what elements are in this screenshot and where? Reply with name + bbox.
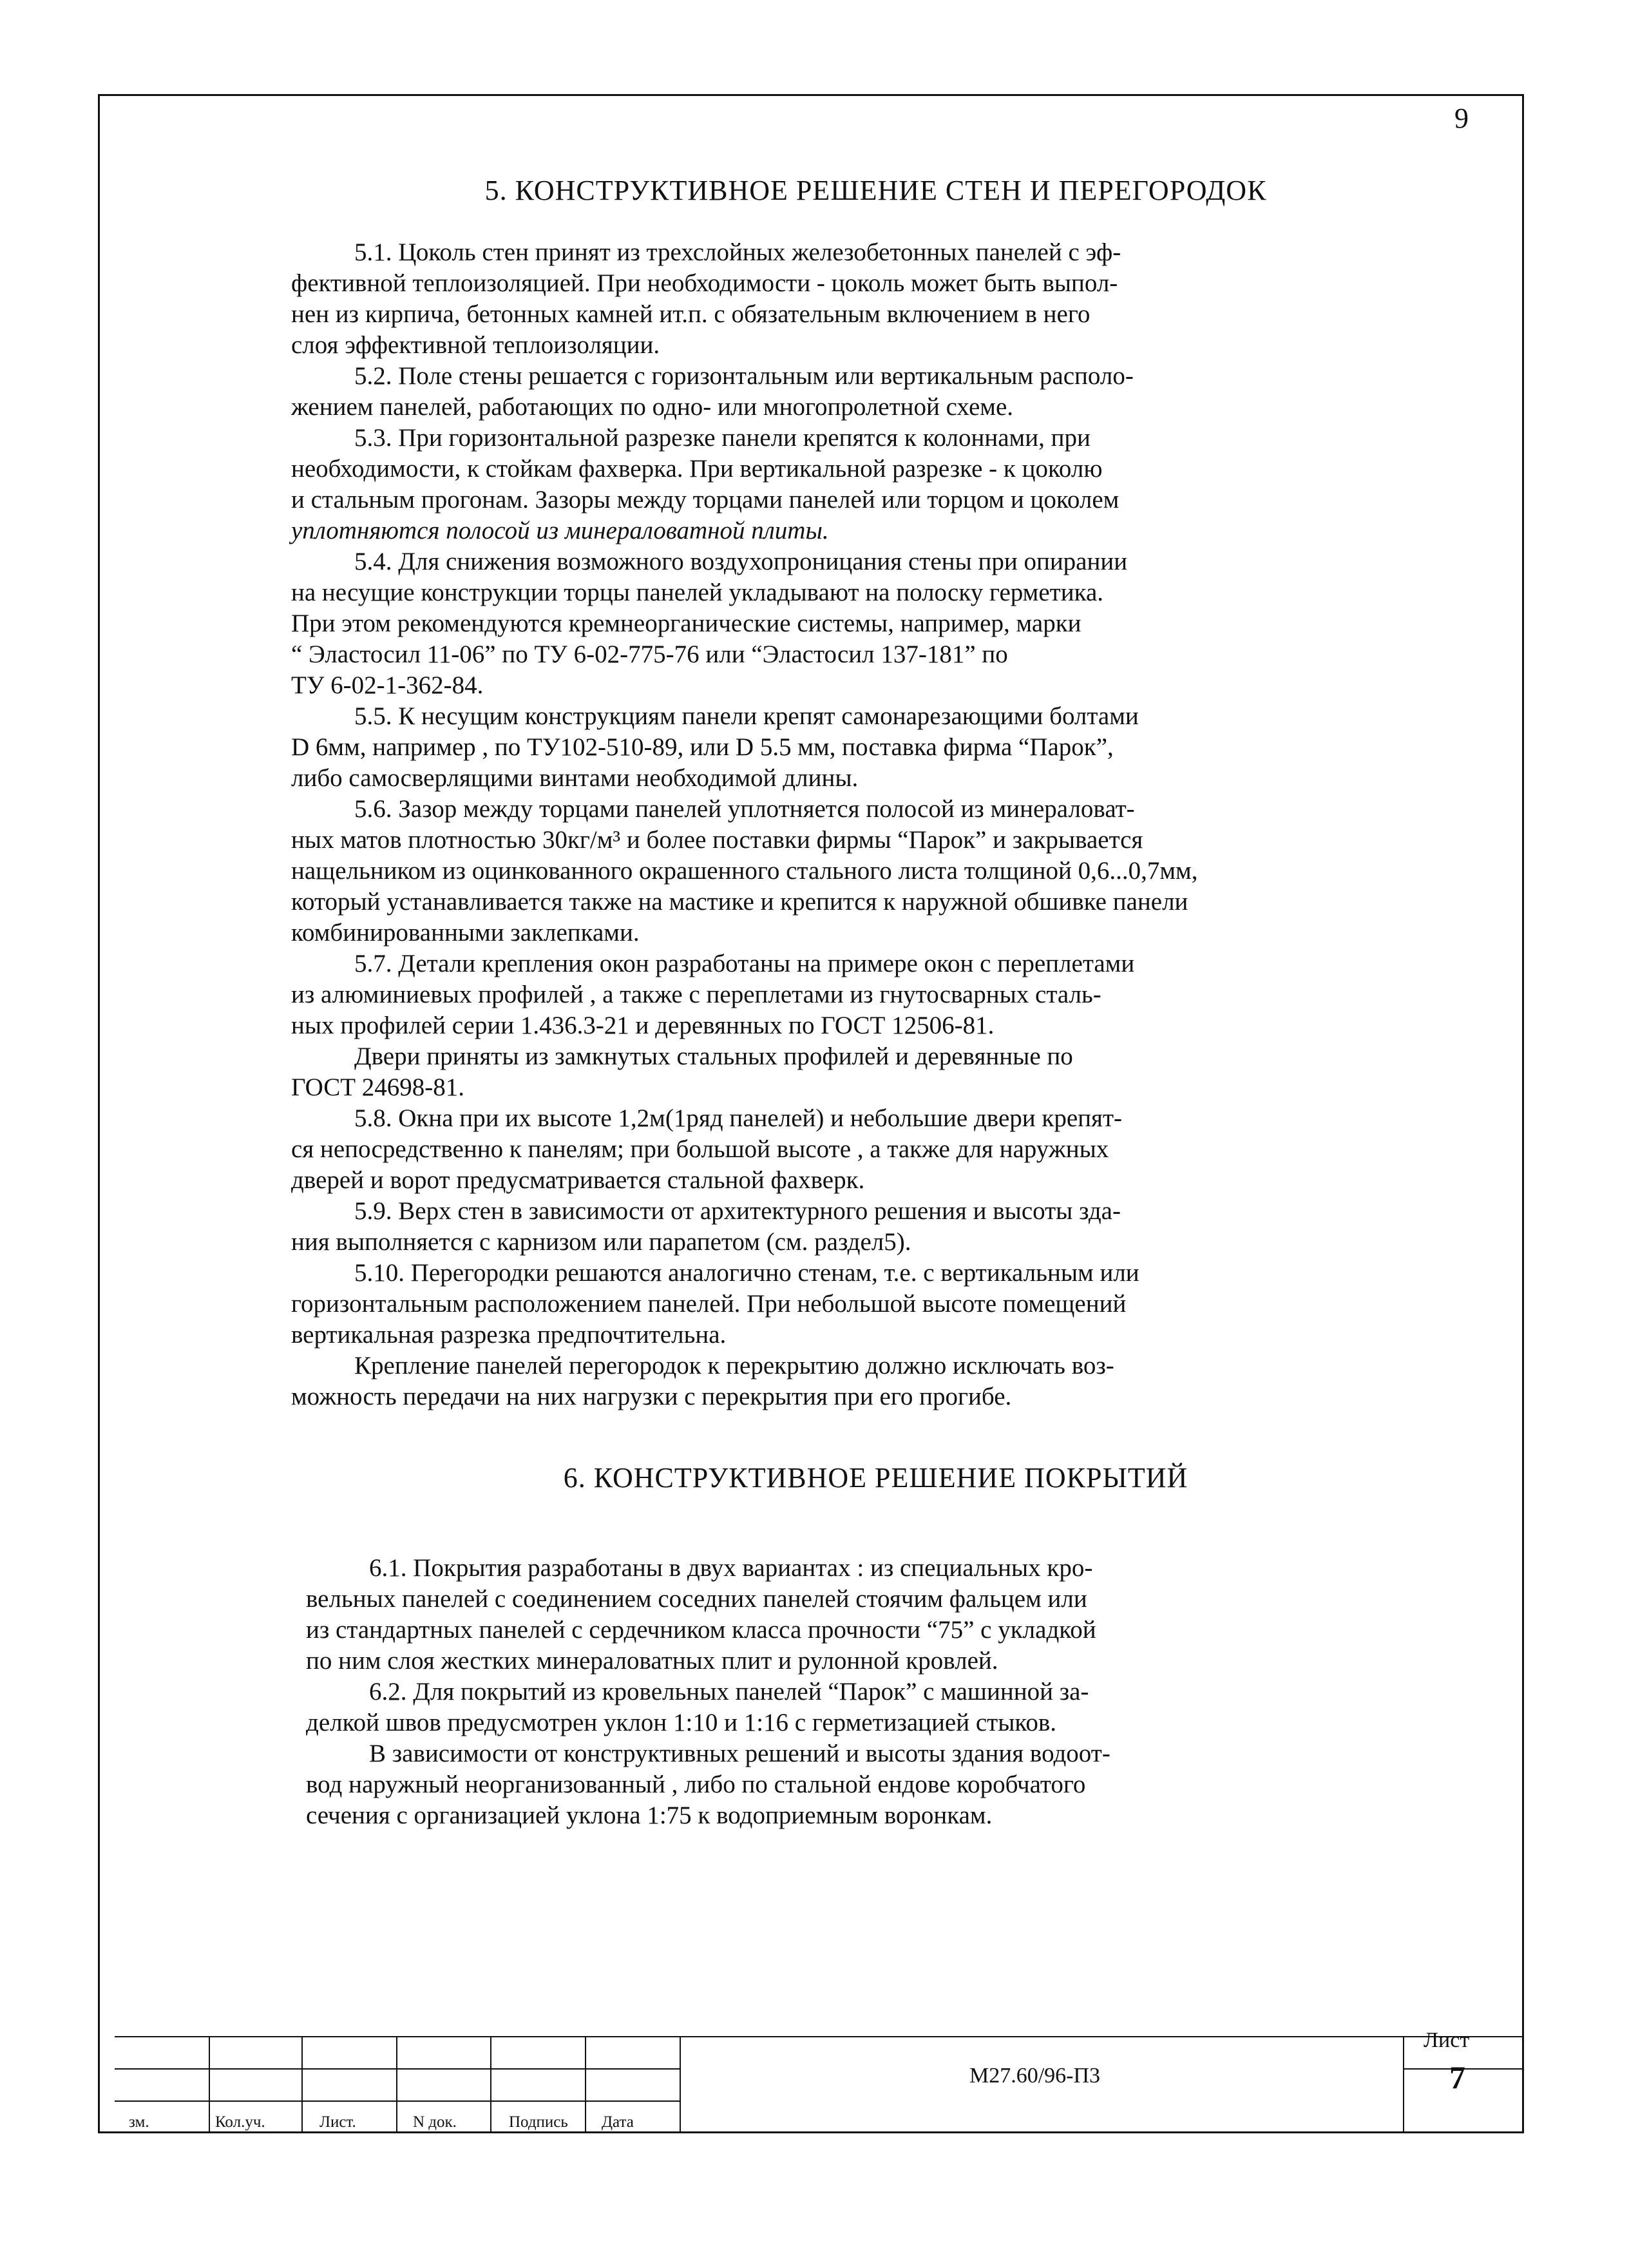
text-line: дверей и ворот предусматривается стальной фахверк.: [291, 1166, 865, 1194]
sheet-number: 7: [1449, 2059, 1465, 2095]
text-line: Крепление панелей перегородок к перекрытию должно исключать воз-: [354, 1352, 1114, 1379]
text-line: нен из кирпича, бетонных камней ит.п. с обязательным включением в него: [291, 300, 1091, 328]
text-line: можность передачи на них нагрузки с перекрытия при его прогибе.: [291, 1383, 1012, 1410]
section-6-title: 6. КОНСТРУКТИВНОЕ РЕШЕНИЕ ПОКРЫТИЙ: [563, 1462, 1188, 1494]
label-data: Дата: [602, 2113, 634, 2131]
text-line: вельных панелей с соединением соседних панелей стоячим фальцем или: [306, 1585, 1087, 1613]
text-line: необходимости, к стойкам фахверка. При вертикальной разрезке - к цоколю: [291, 455, 1103, 483]
title-block-rule: [209, 2036, 210, 2133]
text-line: который устанавливается также на мастике и крепится к наружной обшивке панели: [291, 888, 1188, 916]
text-line: горизонтальным расположением панелей. При небольшой высоте помещений: [291, 1290, 1127, 1318]
text-line: вод наружный неорганизованный , либо по стальной ендове коробчатого: [306, 1771, 1086, 1798]
title-block-rule: [1403, 2036, 1404, 2133]
text-line: 6.2. Для покрытий из кровельных панелей “Парок” с машинной за-: [369, 1678, 1089, 1706]
text-line: слоя эффективной теплоизоляции.: [291, 331, 660, 359]
text-line: по ним слоя жестких минераловатных плит и рулонной кровлей.: [306, 1647, 998, 1675]
title-block-rule: [115, 2036, 1524, 2037]
text-line: Двери приняты из замкнутых стальных профилей и деревянные по: [354, 1043, 1073, 1070]
text-line: 5.2. Поле стены решается с горизонтальным или вертикальным располо-: [354, 362, 1134, 390]
text-line: 5.10. Перегородки решаются аналогично стенам, т.е. с вертикальным или: [354, 1259, 1139, 1287]
text-line: сечения с организацией уклона 1:75 к водоприемным воронкам.: [306, 1802, 993, 1829]
label-kol-uch: Кол.уч.: [215, 2113, 265, 2131]
text-line: либо самосверлящими винтами необходимой длины.: [291, 764, 859, 792]
title-block-rule: [585, 2036, 586, 2133]
text-line: ся непосредственно к панелям; при большой высоте , а также для наружных: [291, 1135, 1109, 1163]
text-line: 5.3. При горизонтальной разрезке панели крепятся к колоннами, при: [354, 424, 1091, 452]
label-podpis: Подпись: [509, 2113, 568, 2131]
text-line: [291, 515, 1451, 546]
section-5-title: 5. КОНСТРУКТИВНОЕ РЕШЕНИЕ СТЕН И ПЕРЕГОРОДОК: [484, 175, 1267, 206]
text-line: D 6мм, например , по ТУ102-510-89, или D 5.5 мм, поставка фирма “Парок”,: [291, 733, 1114, 761]
text-line: 5.8. Окна при их высоте 1,2м(1ряд панелей) и небольшие двери крепят-: [354, 1104, 1123, 1132]
text-line: вертикальная разрезка предпочтительна.: [291, 1321, 727, 1349]
text-line: комбинированными заклепками.: [291, 919, 640, 947]
italic-text: уплотняются полосой из минераловатной плиты.: [291, 517, 829, 544]
text-line: 5.6. Зазор между торцами панелей уплотняется полосой из минераловат-: [354, 795, 1135, 823]
label-list: Лист.: [319, 2113, 356, 2131]
title-block-rule: [680, 2036, 681, 2133]
text-line: При этом рекомендуются кремнеорганические системы, например, марки: [291, 610, 1081, 637]
text-line: 5.4. Для снижения возможного воздухопроницания стены при опирании: [354, 548, 1128, 575]
title-block-rule: [490, 2036, 491, 2133]
text-line: ТУ 6-02-1-362-84.: [291, 671, 484, 699]
sheet-label: Лист: [1424, 2028, 1470, 2052]
text-line: В зависимости от конструктивных решений и высоты здания водоот-: [369, 1740, 1110, 1767]
text-line: 5.7. Детали крепления окон разработаны на примере окон с переплетами: [354, 950, 1135, 977]
text-line: 5.1. Цоколь стен принят из трехслойных железобетонных панелей с эф-: [354, 238, 1121, 266]
text-line: ГОСТ 24698-81.: [291, 1073, 465, 1101]
text-line: на несущие конструкции торцы панелей укладывают на полоску герметика.: [291, 579, 1104, 606]
label-n-dok: N док.: [413, 2113, 457, 2131]
title-block-rule: [396, 2036, 397, 2133]
text-line: из стандартных панелей с сердечником класса прочности “75” с укладкой: [306, 1616, 1096, 1644]
text-line: 5.5. К несущим конструкциям панели крепят самонарезающими болтами: [354, 702, 1139, 730]
text-line: ния выполняется с карнизом или парапетом (см. раздел5).: [291, 1228, 911, 1256]
title-block-rule: [301, 2036, 303, 2133]
document-code: М27.60/96-П3: [969, 2064, 1101, 2088]
text-line: жением панелей, работающих по одно- или многопролетной схеме.: [291, 393, 1014, 421]
title-block: [115, 2036, 1524, 2133]
text-line: “ Эластосил 11-06” по ТУ 6-02-775-76 или “Эластосил 137-181” по: [291, 640, 1008, 668]
text-line: ных профилей серии 1.436.3-21 и деревянных по ГОСТ 12506-81.: [291, 1012, 995, 1039]
text-line: 5.9. Верх стен в зависимости от архитектурного решения и высоты зда-: [354, 1197, 1121, 1225]
text-line: нащельником из оцинкованного окрашенного стального листа толщиной 0,6...0,7мм,: [291, 857, 1198, 885]
page-number: 9: [1454, 102, 1469, 134]
section-6-body: [306, 1553, 1465, 1831]
text-line: делкой швов предусмотрен уклон 1:10 и 1:16 с герметизацией стыков.: [306, 1709, 1057, 1736]
text-line: ных матов плотностью 30кг/м³ и более поставки фирмы “Парок” и закрывается: [291, 826, 1143, 854]
text-line: и стальным прогонам. Зазоры между торцами панелей или торцом и цоколем: [291, 486, 1119, 514]
text-line: 6.1. Покрытия разработаны в двух вариантах : из специальных кро-: [369, 1554, 1093, 1582]
text-line: из алюминиевых профилей , а также с переплетами из гнутосварных сталь-: [291, 981, 1101, 1008]
text-line: фективной теплоизоляцией. При необходимости - цоколь может быть выпол-: [291, 269, 1118, 297]
label-izm: зм.: [129, 2113, 149, 2131]
section-5-body: [291, 237, 1451, 1412]
